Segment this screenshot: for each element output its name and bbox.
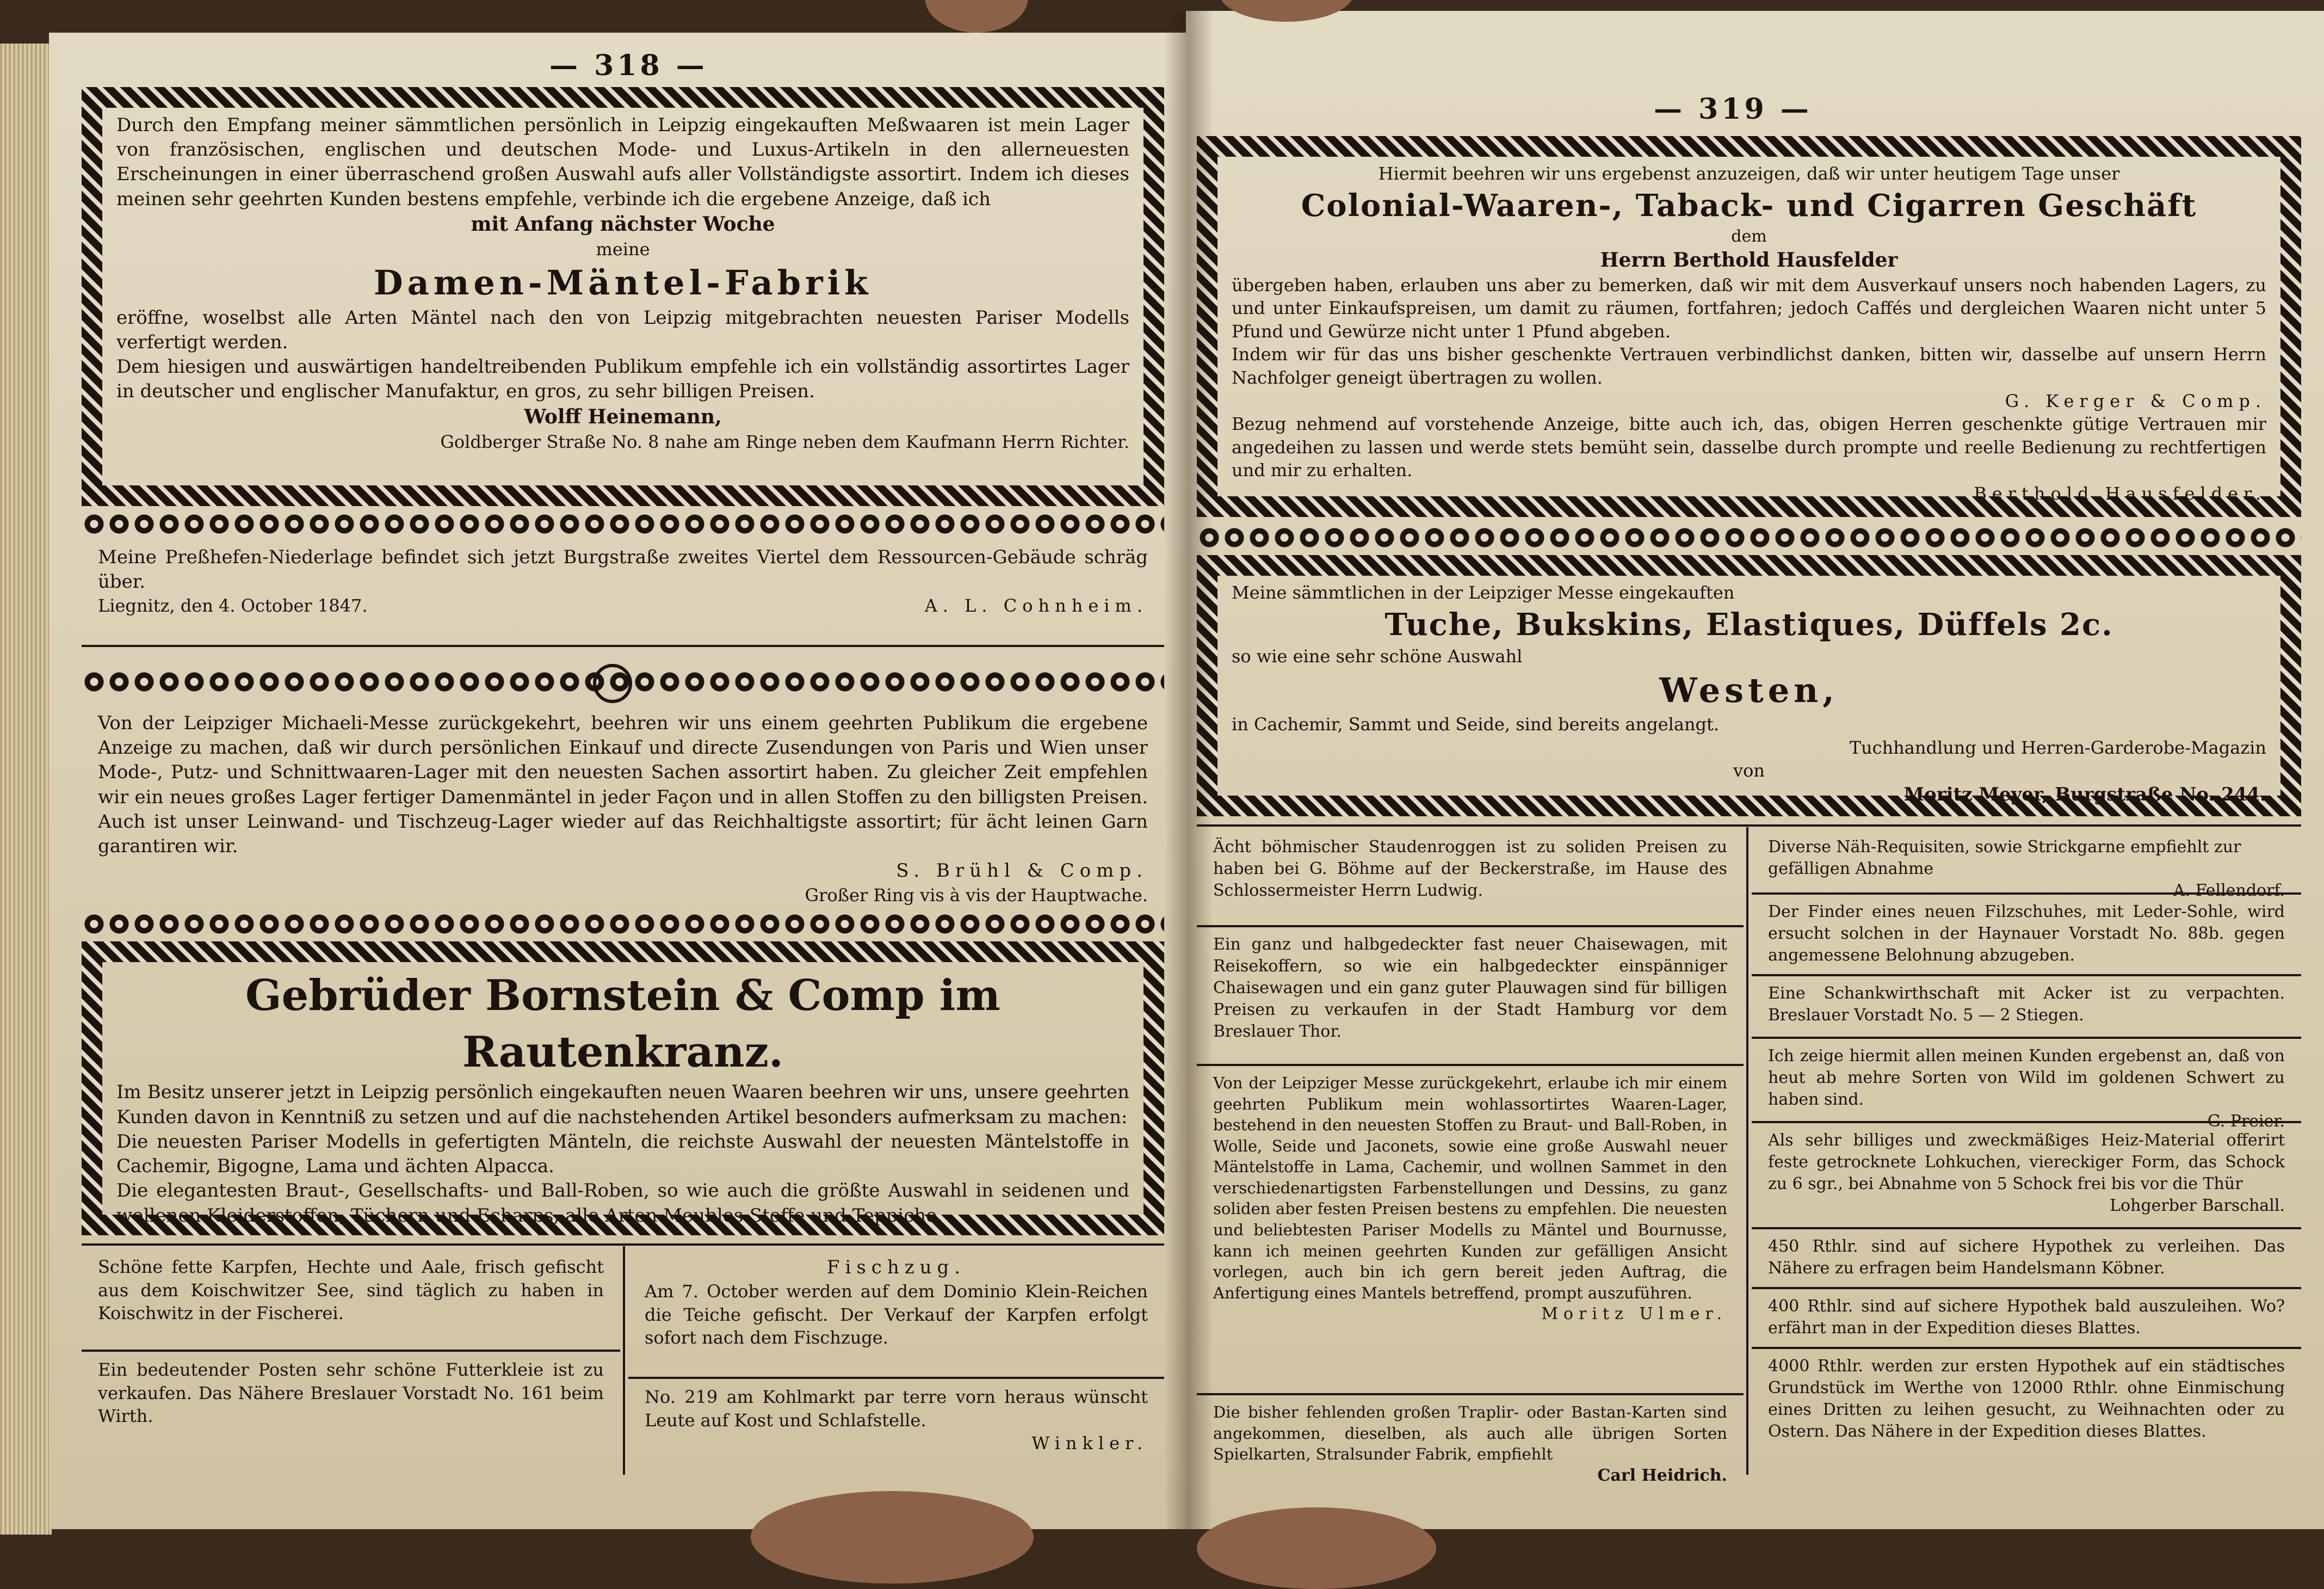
ad-von: von [1733, 760, 1765, 781]
ad-sub: so wie eine sehr schöne Auswahl [1232, 646, 1523, 667]
ad-body: Ein bedeutender Posten sehr schöne Futterkleie ist zu verkaufen. Das Nähere Breslauer Vorstadt No. 161 beim Wirth. [98, 1359, 604, 1427]
ad-body-2: eröffne, woselbst alle Arten Mäntel nach den von Leipzig mitgebrachten neuesten Pariser Modells verfertigt werden. [116, 306, 1129, 353]
ad-body: Ächt böhmischer Staudenroggen ist zu soliden Preisen zu haben bei G. Böhme auf der Beckerstraße, im Hause des Schlossermeister Herrn Ludwig. [1213, 837, 1727, 900]
ad-filzschuh [1752, 892, 2301, 971]
ad-body: Von der Leipziger Michaeli-Messe zurückgekehrt, beehren wir uns einem geehrten Publikum die ergebene Anzeige zu machen, daß wir durch persönlichen Einkauf und directe Zusendungen von Paris und Wien unser Mode-, Putz- und Schnittwaaren-Lager mit den neuesten Sachen assortirt haben. Zu gleicher Zeit empfehlen wir ein neues großes Lager fertiger Damenmäntel in jeder Façon und in allen Stoffen zu den billigsten Preisen. Auch ist unser Leinwand- und Tischzeug-Lager wieder auf das Reichhaltigste assortirt; für ächt leinen Garn garantiren wir. [98, 712, 1148, 858]
ad-barschall [1752, 1121, 2301, 1224]
ad-body: Durch den Empfang meiner sämmtlichen persönlich in Leipzig eingekauften Meßwaaren ist mein Lager von französischen, englischen und deutschen Mode- und Luxus-Artikeln in den allerneuesten Erscheinungen in einer überraschend großen Auswahl aufs aller Vollständigste assortirt. Indem ich dieses meinen sehr geehrten Kunden bestens empfehle, verbinde ich die ergebene Anzeige, daß ich [116, 114, 1129, 210]
ad-kost [628, 1377, 1164, 1469]
ad-body: 4000 Rthlr. werden zur ersten Hypothek auf ein städtisches Grundstück im Werthe von 12000 Rthlr. ohne Einmischung eines Dritten zu leihen gesucht, zu Weihnachten oder zu Ostern. Das Nähere in der Expedition dieses Blattes. [1768, 1357, 2285, 1441]
ad-bornstein [82, 941, 1164, 1235]
ad-address: Goldberger Straße No. 8 nahe am Ringe neben dem Kaufmann Herrn Richter. [440, 431, 1129, 452]
ad-body-2: Indem wir für das uns bisher geschenkte Vertrauen verbindlichst danken, bitten wir, dasselbe auf unsern Herrn Nachfolger geneigt übertragen zu wollen. [1232, 344, 2266, 388]
ad-cohnheim [82, 539, 1164, 642]
ad-title: Colonial-Waaren-, Taback- und Cigarren Geschäft [1301, 187, 2197, 224]
ornament-band [1197, 525, 2301, 550]
thumb [925, 0, 1028, 33]
ad-boehme [1197, 830, 1744, 922]
ad-futterkleie [82, 1350, 620, 1458]
ad-meyer [1197, 555, 2301, 816]
ad-hypothek-450 [1752, 1227, 2301, 1284]
ad-title: Fischzug. [826, 1257, 966, 1278]
ad-headline: mit Anfang nächster Woche [471, 212, 775, 236]
ad-shop: Tuchhandlung und Herren-Garderobe-Magazin [1849, 737, 2266, 758]
ad-heinemann [82, 87, 1164, 506]
ad-fellendorf [1752, 830, 2301, 900]
ad-preier [1752, 1037, 2301, 1131]
ad-body: Im Besitz unserer jetzt in Leipzig persönlich eingekauften neuen Waaren beehren wir uns, unsere geehrten Kunden davon in Kenntniß zu setzen und auf die nachstehenden Artikel besonders aufmerksam zu machen: [116, 1081, 1129, 1128]
ad-signature: Wolff Heinemann, [524, 405, 722, 428]
ad-signature: Carl Heidrich. [1597, 1465, 1727, 1485]
column-rule [623, 1246, 625, 1475]
page-edges [0, 44, 52, 1535]
ad-place-date: Liegnitz, den 4. October 1847. [98, 595, 368, 617]
page-319 [1186, 11, 2324, 1529]
ad-body: 450 Rthlr. sind auf sichere Hypothek zu verleihen. Das Nähere zu erfragen beim Handelsmann Köbner. [1768, 1237, 2285, 1278]
ad-signature: Winkler. [1031, 1433, 1148, 1454]
ad-signature: A. L. Cohnheim. [924, 595, 1148, 617]
ad-signature: Moritz Ulmer. [1541, 1304, 1727, 1324]
ad-title: Tuche, Bukskins, Elastiques, Düffels 2c. [1384, 606, 2113, 643]
ad-signature: Lohgerber Barschall. [2110, 1196, 2285, 1215]
ad-body: Schöne fette Karpfen, Hechte und Aale, frisch gefischt aus dem Koischwitzer See, sind täglich zu haben in Koischwitz in der Fischerei. [98, 1257, 604, 1324]
ornament-circle-o [593, 664, 632, 703]
ad-meine: meine [596, 238, 650, 260]
ad-signature-2: Berthold Hausfelder. [1974, 483, 2266, 504]
ad-item-2: Die elegantesten Braut-, Gesellschafts- und Ball-Roben, so wie auch die größte Auswahl in seidenen und wollenen Kleiderstoffen, Tüchern und Echarps, alle Arten Meubles-Stoffe und Teppiche. [116, 1180, 1129, 1227]
ad-body: Diverse Näh-Requisiten, sowie Strickgarne empfiehlt zur gefälligen Abnahme [1768, 837, 2241, 878]
divider [82, 645, 1164, 647]
ad-body: Am 7. October werden auf dem Dominio Klein-Reichen die Teiche gefischt. Der Verkauf der Karpfen erfolgt sofort nach dem Fischzuge. [645, 1281, 1148, 1348]
ad-body: Als sehr billiges und zweckmäßiges Heiz-Material offerirt feste getrocknete Lohkuchen, viereckiger Form, das Schock zu 6 sgr., bei Abnahme von 5 Schock frei bis vor die Thür [1768, 1131, 2285, 1193]
column-rule [1746, 827, 1748, 1475]
ad-hypothek-4000 [1752, 1347, 2301, 1472]
ad-signature: G. Preier. [2207, 1111, 2285, 1131]
ad-chaisewagen [1197, 925, 1744, 1061]
ad-kerger [1197, 136, 2301, 517]
ad-intro: Meine sämmtlichen in der Leipziger Messe eingekauften [1232, 582, 1735, 603]
divider [82, 1243, 1164, 1246]
ad-body: übergeben haben, erlauben uns aber zu bemerken, daß wir mit dem Ausverkauf unsers noch habenden Lagers, zu und unter Einkaufspreisen, um damit zu räumen, fortfahren; jedoch Caffés und dergleichen Waaren nicht unter 5 Pfund und Gewürze nicht unter 1 Pfund abgeben. [1232, 274, 2266, 342]
ad-body: Eine Schankwirthschaft mit Acker ist zu verpachten. Breslauer Vorstadt No. 5 — 2 Stiegen. [1768, 984, 2285, 1025]
book-spine [1164, 11, 1213, 1529]
ad-body: in Cachemir, Sammt und Seide, sind bereits angelangt. [1232, 714, 1720, 735]
ad-signature: A. Fellendorf. [2173, 880, 2285, 900]
ad-karpfen [82, 1249, 620, 1344]
page-number: — 318 — [549, 49, 708, 82]
ad-address: Großer Ring vis à vis der Hauptwache. [805, 884, 1148, 906]
thumb [751, 1491, 1034, 1584]
ad-body: Von der Leipziger Messe zurückgekehrt, erlaube ich mir einem geehrten Publikum mein wohlassortirtes Waaren-Lager, bestehend in den neuesten Stoffen zu Braut- und Ball-Roben, in Wolle, Seide und Jaconets, sowie eine große Auswahl neuer Mäntelstoffe in Lama, Cachemir, und wollnen Sammet in den verschiedenartigsten Farbenstellungen und Dessins, zu ganz soliden aber festen Preisen bestens zu empfehlen. Die neuesten und beliebtesten Pariser Modells zu Mäntel und Bournusse, kann ich meinen geehrten Kunden zur gefälligen Ansicht vorlegen, auch bin ich gern bereit jeden Auftrag, die Anfertigung eines Mantels betreffend, prompt auszuführen. [1213, 1074, 1727, 1302]
ornament-band [82, 512, 1164, 537]
ad-name: Herrn Berthold Hausfelder [1600, 248, 1898, 272]
ad-item-1: Die neuesten Pariser Modells in gefertigten Mänteln, die reichste Auswahl der neuesten Mäntelstoffe in Cachemir, Bigogne, Lama und ächten Alpacca. [116, 1130, 1129, 1178]
thumb [1197, 1507, 1436, 1589]
ad-body: No. 219 am Kohlmarkt par terre vorn heraus wünscht Leute auf Kost und Schlafstelle. [645, 1387, 1148, 1431]
ad-ulmer [1197, 1064, 1744, 1390]
page-number: — 319 — [1654, 93, 1812, 126]
ad-bruehl [82, 705, 1164, 906]
ad-title: Gebrüder Bornstein & Comp im Rautenkranz. [245, 971, 1000, 1077]
ad-title: Damen-Mäntel-Fabrik [373, 263, 873, 303]
ad-body: Ich zeige hiermit allen meinen Kunden ergebenst an, daß von heut ab mehre Sorten von Wild im goldenen Schwert zu haben sind. [1768, 1046, 2285, 1109]
ad-signature: Moritz Meyer, Burgstraße No. 244. [1903, 783, 2266, 805]
ad-intro: Hiermit beehren wir uns ergebenst anzuzeigen, daß wir unter heutigem Tage unser [1378, 163, 2120, 184]
page-318 [49, 33, 1186, 1529]
ad-body: Ein ganz und halbgedeckter fast neuer Chaisewagen, mit Reisekoffern, so wie ein halbgedeckter einspänniger Chaisewagen und ein ganz guter Plauwagen sind für billigen Preisen zu verkaufen in der Stadt Hamburg vor dem Breslauer Thor. [1213, 935, 1727, 1041]
ad-body: Meine Preßhefen-Niederlage befindet sich jetzt Burgstraße zweites Viertel dem Ressourcen-Gebäude schräg über. [98, 546, 1148, 593]
ad-body-3: Bezug nehmend auf vorstehende Anzeige, bitte auch ich, das, obigen Herren geschenkte gütige Vertrauen mir angedeihen zu lassen und werde stets bemüht sein, dasselbe durch prompte und reelle Bedienung zu rechtfertigen und mir zu erhalten. [1232, 414, 2266, 481]
ad-hypothek-400 [1752, 1287, 2301, 1344]
ad-body: Die bisher fehlenden großen Traplir- oder Bastan-Karten sind angekommen, dieselben, als auch alle übrigen Sorten Spielkarten, Stralsunder Fabrik, empfiehlt [1213, 1403, 1727, 1464]
ad-title-2: Westen, [1659, 670, 1839, 710]
ad-dem: dem [1731, 227, 1767, 247]
ad-body: 400 Rthlr. sind auf sichere Hypothek bald auszuleihen. Wo? erfährt man in der Expedition dieses Blattes. [1768, 1297, 2285, 1338]
ad-fischzug [628, 1249, 1164, 1374]
ad-signature: S. Brühl & Comp. [896, 860, 1148, 882]
ad-body-3: Dem hiesigen und auswärtigen handeltreibenden Publikum empfehle ich ein vollständig assortirtes Lager in deutscher und englischer Manufaktur, en gros, zu sehr billigen Preisen. [116, 356, 1129, 403]
ornament-band [82, 911, 1164, 937]
divider [1197, 824, 2301, 827]
ad-signature: G. Kerger & Comp. [2005, 390, 2266, 411]
ad-schankwirthschaft [1752, 974, 2301, 1034]
ad-heidrich [1197, 1393, 1744, 1507]
ad-body: Der Finder eines neuen Filzschuhes, mit Leder-Sohle, wird ersucht solchen in der Haynauer Vorstadt No. 88b. gegen angemessene Belohnung abzugeben. [1768, 902, 2285, 965]
